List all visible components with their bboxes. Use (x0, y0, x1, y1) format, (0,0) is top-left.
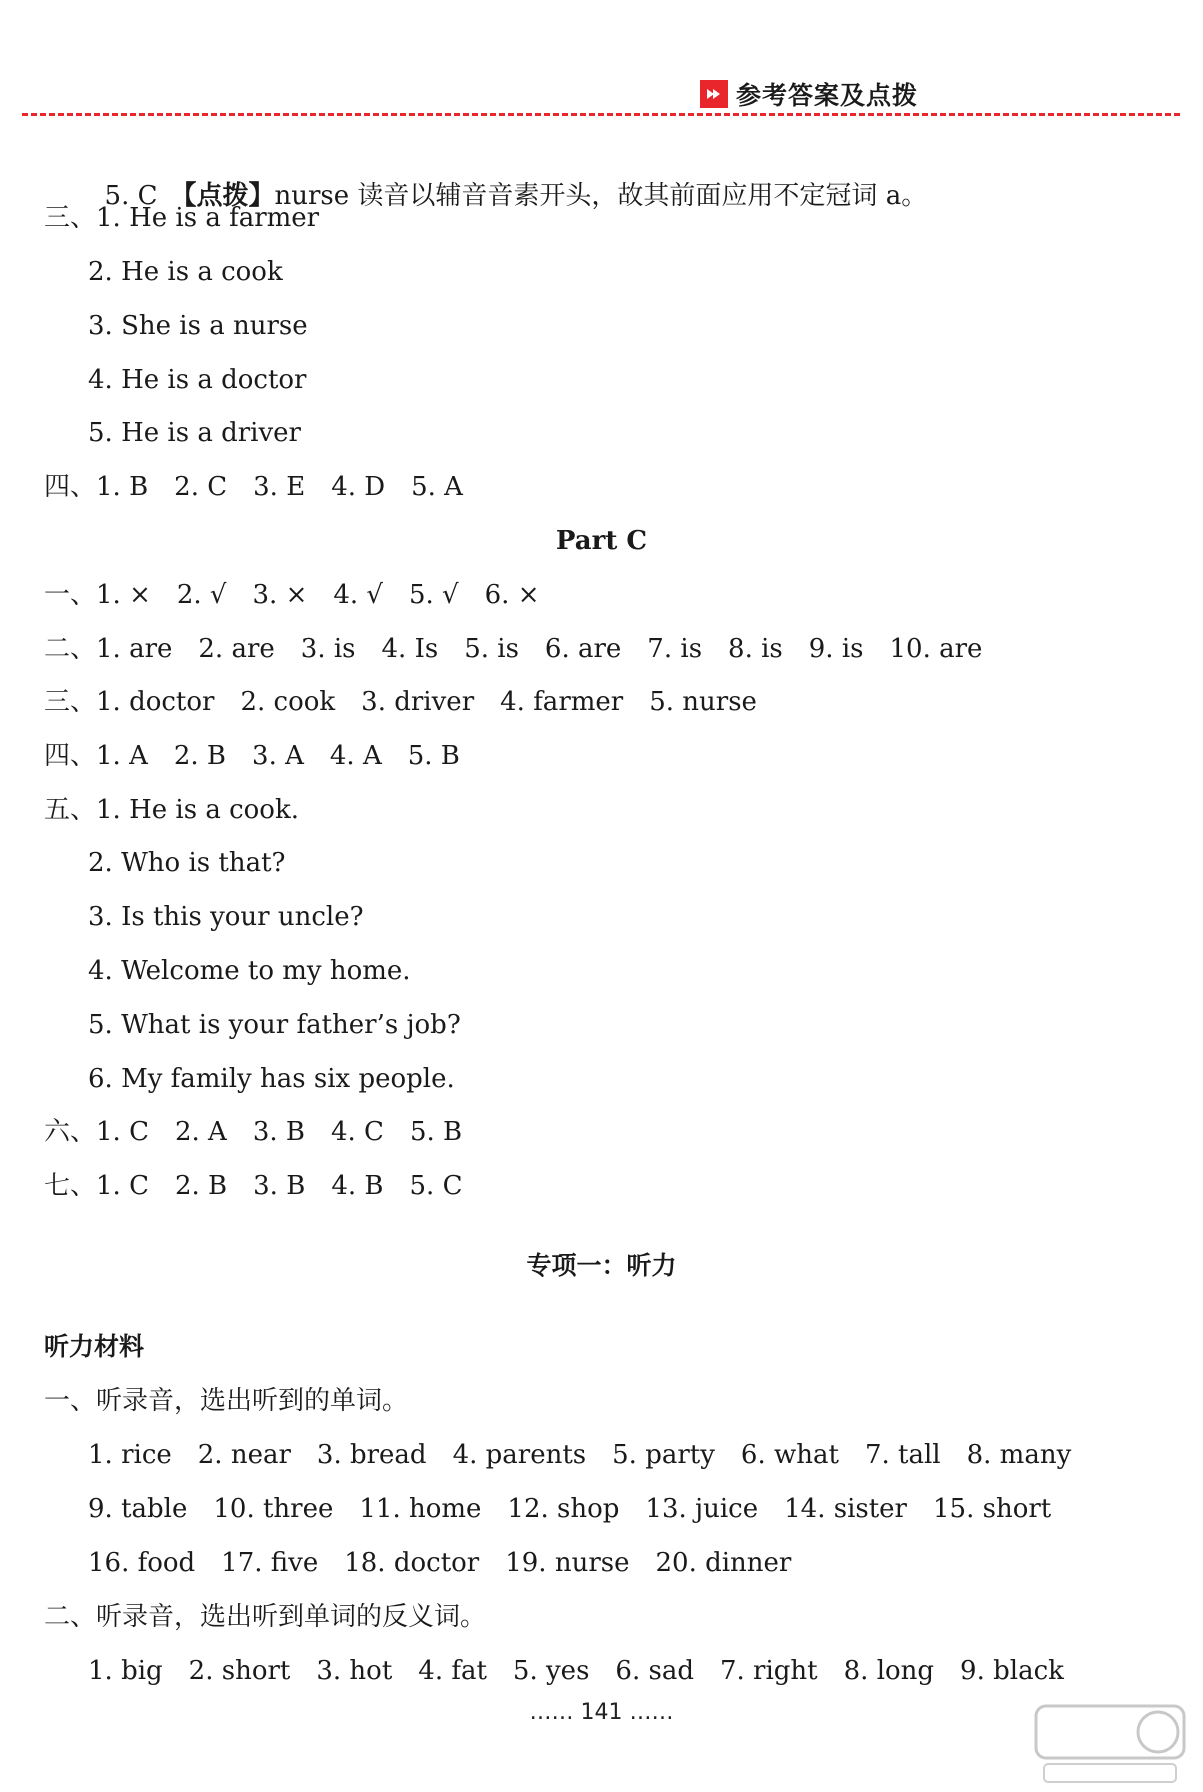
answer-line: 三、1. doctor 2. cook 3. driver 4. farmer 5. nurse (44, 687, 757, 717)
answer-line: 五、1. He is a cook. (44, 795, 299, 825)
arrow-right-icon (700, 80, 728, 108)
watermark-logo (1030, 1700, 1190, 1788)
answer-line: 4. Welcome to my home. (88, 956, 411, 986)
section-heading-part-c: Part C (555, 526, 648, 556)
answer-line: 二、1. are 2. are 3. is 4. Is 5. is 6. are 7. is 8. is 9. is 10. are (44, 634, 983, 664)
word-list-line: 16. food 17. five 18. doctor 19. nurse 20. dinner (88, 1548, 792, 1578)
word-list-line: 9. table 10. three 11. home 12. shop 13. juice 14. sister 15. short (88, 1494, 1052, 1524)
section-heading-special: 专项一：听力 (526, 1251, 677, 1280)
answer-line: 3. She is a nurse (88, 311, 308, 341)
word-list-line: 1. rice 2. near 3. bread 4. parents 5. party 6. what 7. tall 8. many (88, 1440, 1072, 1470)
answer-line: 四、1. B 2. C 3. E 4. D 5. A (44, 472, 463, 502)
page-header (700, 76, 918, 112)
answer-line: 6. My family has six people. (88, 1064, 455, 1094)
answer-line: 三、1. He is a farmer (44, 203, 320, 233)
answer-line: 4. He is a doctor (88, 365, 307, 395)
header-title: 参考答案及点拨 (736, 81, 919, 110)
answer-line: 2. He is a cook (88, 257, 283, 287)
answer-line: 2. Who is that? (88, 848, 286, 878)
material-heading: 听力材料 (44, 1332, 145, 1361)
answer-line: 七、1. C 2. B 3. B 4. B 5. C (44, 1171, 463, 1201)
hint-label: 【点拨】 (183, 181, 275, 211)
hint-text: nurse 读音以辅音音素开头，故其前面应用不定冠词 a。 (274, 181, 928, 211)
answer-line: 5. What is your father’s job? (88, 1010, 461, 1040)
answer-line: 一、1. × 2. √ 3. × 4. √ 5. √ 6. × (44, 580, 540, 610)
question-line: 二、听录音，选出听到单词的反义词。 (44, 1602, 487, 1632)
question-line: 一、听录音，选出听到的单词。 (44, 1386, 409, 1416)
page-number: …… 141 …… (529, 1700, 674, 1725)
word-list-line: 1. big 2. short 3. hot 4. fat 5. yes 6. sad 7. right 8. long 9. black (88, 1656, 1064, 1686)
answer-line: 3. Is this your uncle? (88, 902, 364, 932)
answer-line: 5. He is a driver (88, 418, 301, 448)
header-divider (22, 113, 1180, 116)
answer-line: 六、1. C 2. A 3. B 4. C 5. B (44, 1117, 463, 1147)
answer-number: 5. C (104, 181, 184, 211)
answer-line: 四、1. A 2. B 3. A 4. A 5. B (44, 741, 460, 771)
